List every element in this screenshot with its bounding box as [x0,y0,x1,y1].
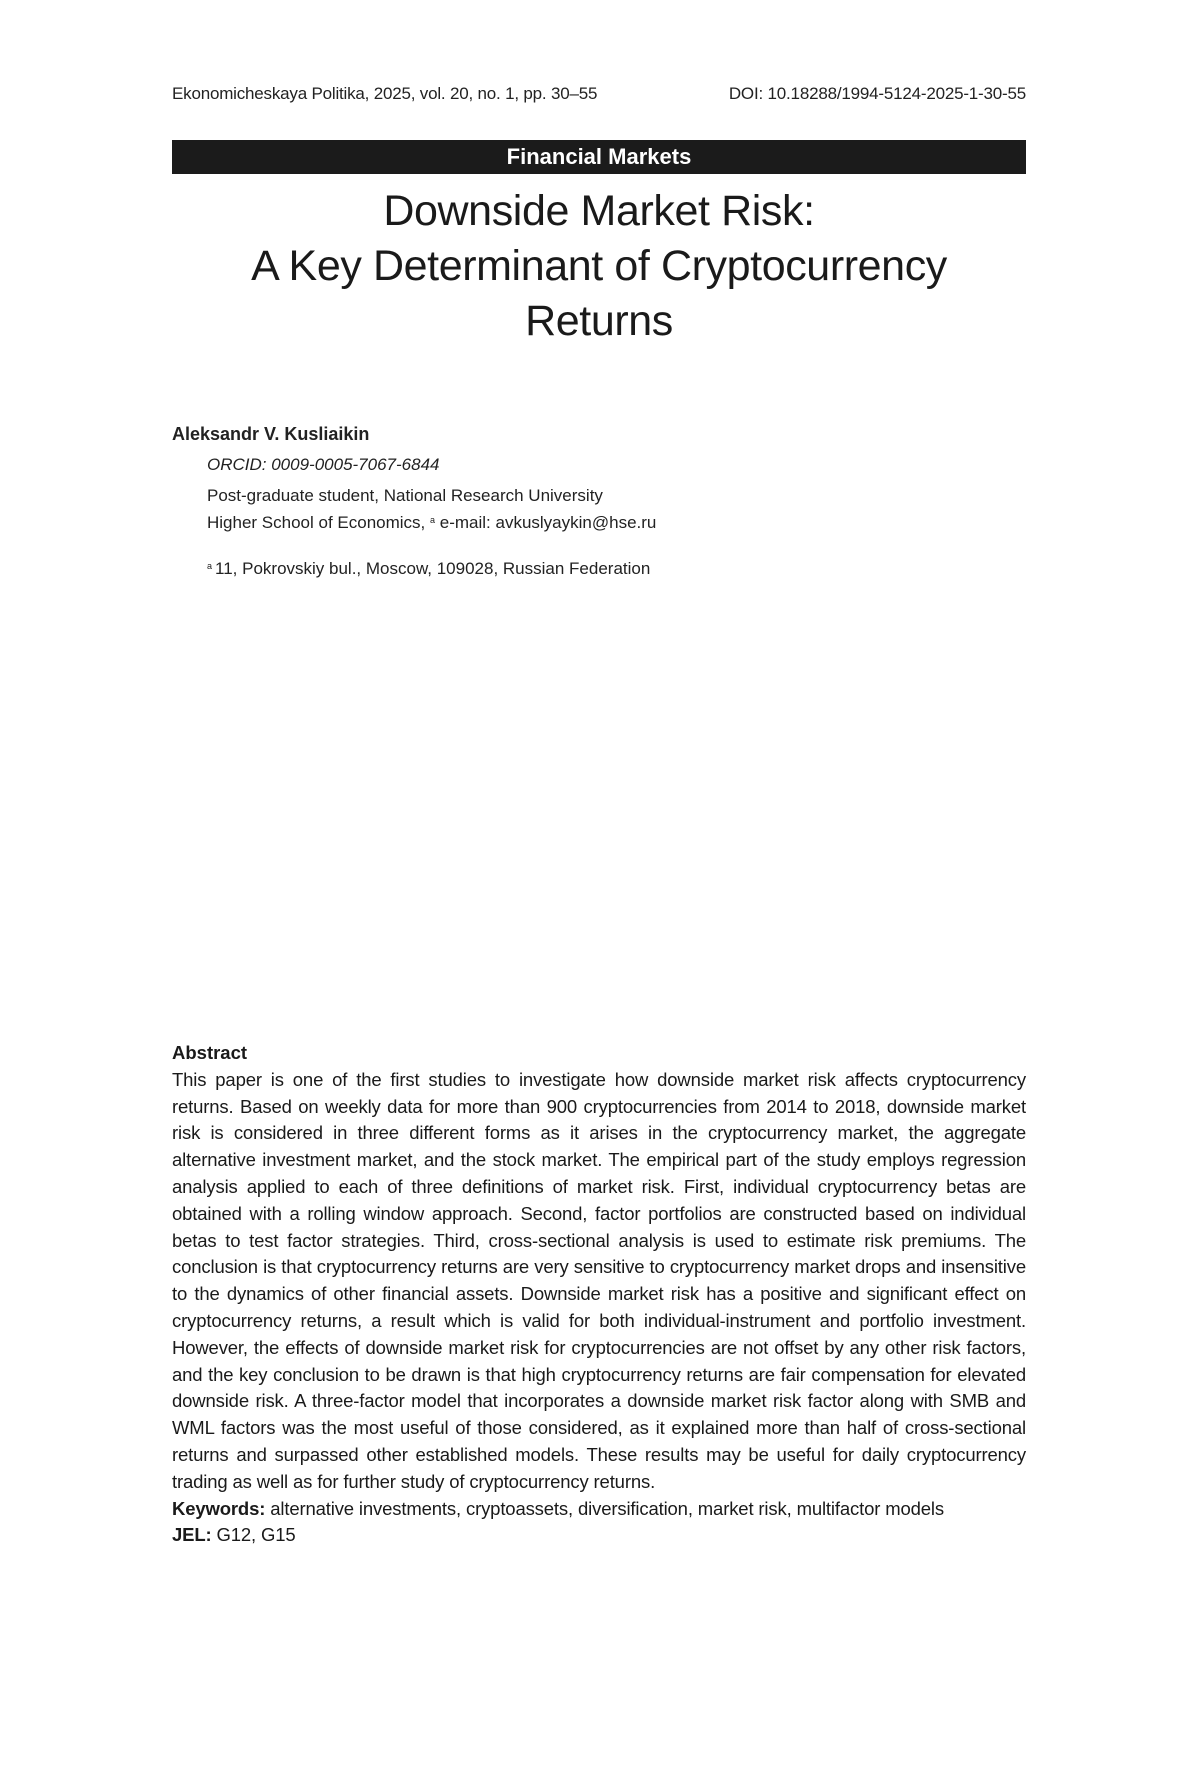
affiliation-line-1: Post-graduate student, National Research University [207,484,1026,508]
journal-citation: Ekonomicheskaya Politika, 2025, vol. 20, no. 1, pp. 30–55 [172,84,597,104]
abstract-text: This paper is one of the first studies to investigate how downside market risk affects cryptocurrency returns. Based on weekly data for more than 900 cryptocurrencies from 2014 to 2018, downside market risk is considered in three different forms as it arises in the cryptocurrency market, the aggregate alternative investment market, and the stock market. The empirical part of the study employs regression analysis applied to each of three definitions of market risk. First, individual cryptocurrency betas are obtained with a rolling window approach. Second, factor portfolios are constructed based on individual betas to test factor strategies. Third, cross-sectional analysis is used to estimate risk premiums. The conclusion is that cryptocurrency returns are very sensitive to cryptocurrency market drops and insensitive to the dynamics of other financial assets. Downside market risk has a positive and significant effect on cryptocurrency returns, a result which is valid for both individual-instrument and portfolio investment. However, the effects of downside market risk for cryptocurrencies are not offset by any other risk factors, and the key conclusion to be drawn is that high cryptocurrency returns are fair compensation for elevated downside risk. A three-factor model that incorporates a downside market risk factor along with SMB and WML factors was the most useful of those considered, as it explained more than half of cross-sectional returns and sur­passed other established models. These results may be useful for daily cryptocurrency trading as well as for further study of cryptocurrency returns. [172,1067,1026,1496]
jel-value: G12, G15 [217,1524,296,1545]
title-line-1: Downside Market Risk: [172,184,1026,239]
abstract-heading: Abstract [172,1040,1026,1067]
keywords [172,1496,1026,1523]
affiliation-line-2 [207,508,1026,535]
jel-codes [172,1522,1026,1549]
doi: DOI: 10.18288/1994-5124-2025-1-30-55 [729,84,1026,104]
section-banner: Financial Markets [172,140,1026,174]
author-block [172,424,1026,579]
affiliation [207,484,1026,535]
running-header [172,84,1026,104]
keywords-value: alternative investments, cryptoassets, diversification, market risk, multifactor models [270,1498,944,1519]
author-name: Aleksandr V. Kusliaikin [172,424,1026,445]
author-details [207,455,1026,579]
affiliation-institution: Higher School of Economics, [207,513,425,532]
keywords-label: Keywords: [172,1498,265,1519]
author-email: e-mail: avkuslyaykin@hse.ru [440,513,657,532]
title-line-2: A Key Determinant of Cryptocurrency Returns [172,239,1026,349]
affiliation-marker: a [430,515,435,525]
paper-title [172,184,1026,349]
orcid: ORCID: 0009-0005-7067-6844 [207,455,1026,475]
jel-label: JEL: [172,1524,212,1545]
address-text: 11, Pokrovskiy bul., Moscow, 109028, Russian Federation [215,559,650,578]
address-marker: a [207,561,212,571]
abstract-block [172,1040,1026,1549]
address [207,559,1026,579]
